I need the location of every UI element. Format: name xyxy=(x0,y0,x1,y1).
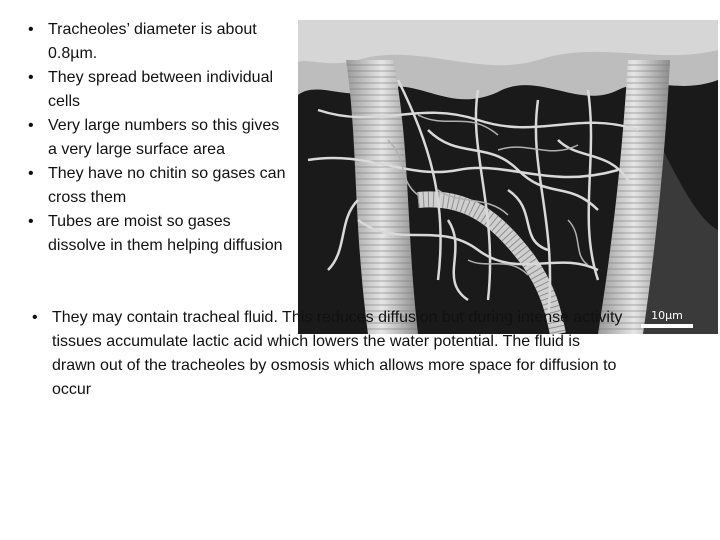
bullet-item: • They spread between individual cells xyxy=(22,66,292,114)
bullet-item: • Tracheoles’ diameter is about 0.8µm. xyxy=(22,18,292,66)
bullet-item: • They may contain tracheal fluid. This reduces diffusion but during intense activity tissues accumulate lactic acid which lowers the water potential. The fluid is drawn out of the tracheoles by osmosis which allows more space for diffusion to occur xyxy=(26,306,626,402)
micrograph-image xyxy=(298,20,718,334)
tracheole-micrograph xyxy=(298,20,718,334)
bullet-item: • Very large numbers so this gives a very large surface area xyxy=(22,114,292,162)
scale-bar-label: 10µm xyxy=(651,309,683,322)
bullet-item: • Tubes are moist so gases dissolve in them helping diffusion xyxy=(22,210,292,258)
bullet-list-bottom xyxy=(26,306,626,402)
bullet-item: • They have no chitin so gases can cross them xyxy=(22,162,292,210)
scale-bar xyxy=(638,309,696,328)
bullet-list xyxy=(22,18,292,258)
scale-bar-line xyxy=(641,324,693,328)
